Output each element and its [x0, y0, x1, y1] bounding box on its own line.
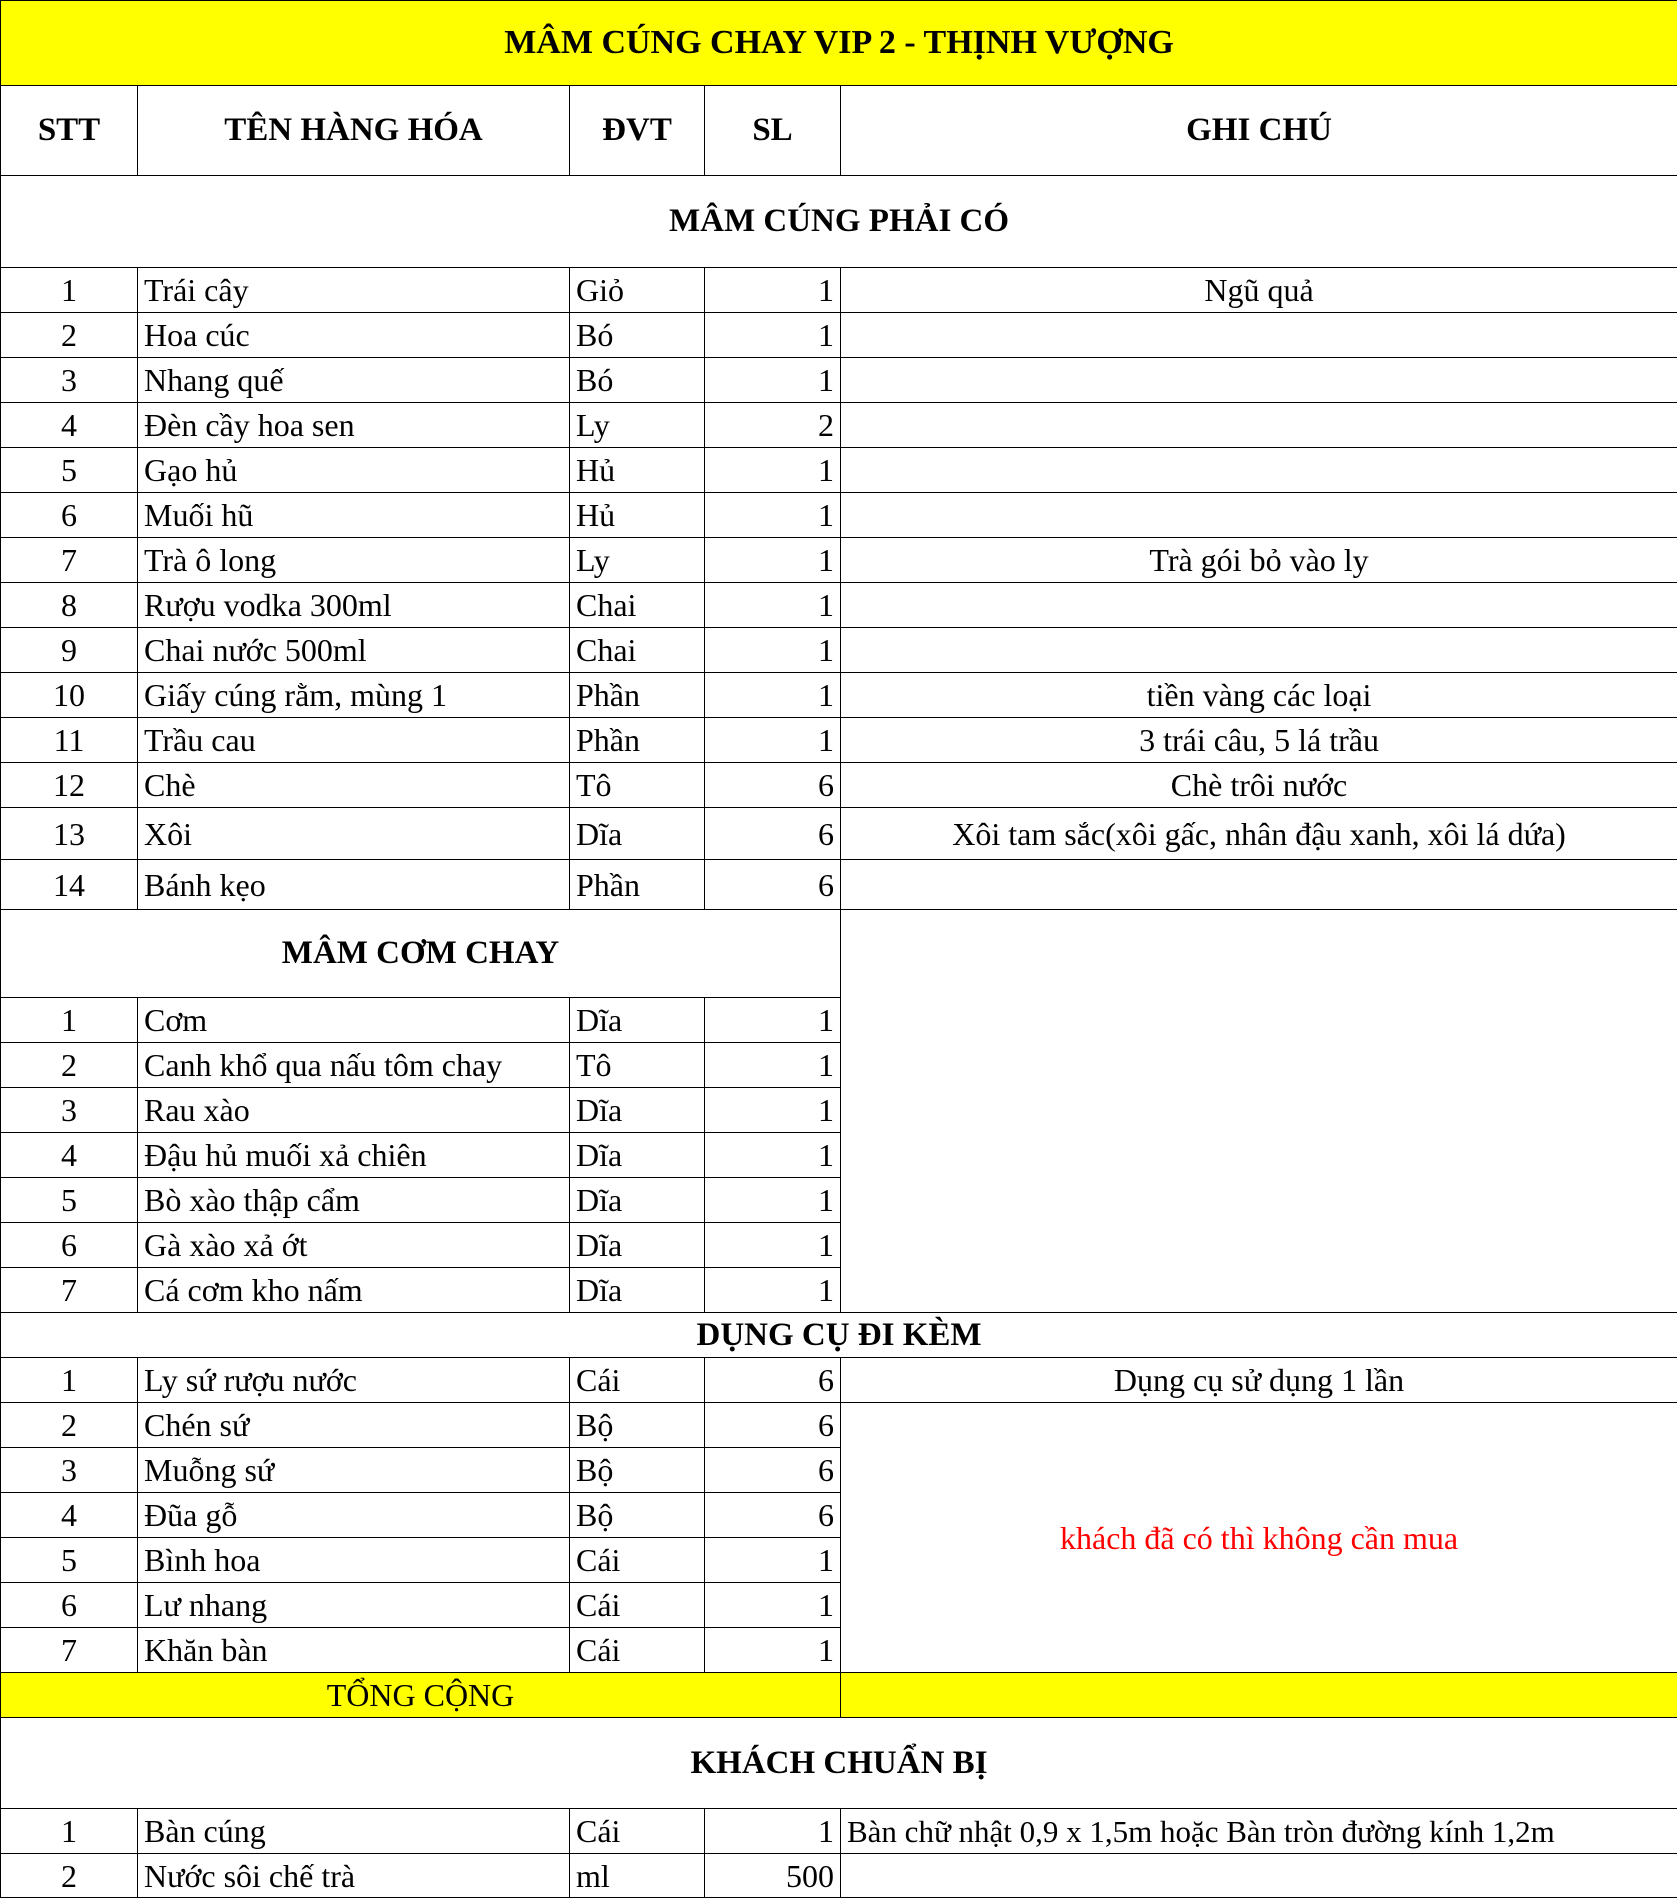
table-row [1, 1854, 1677, 1898]
row-unit: ml [570, 1854, 705, 1898]
total-row [1, 1673, 1677, 1718]
vegetarian-meal-note-area [841, 910, 1677, 1313]
row-qty: 1 [705, 538, 841, 583]
row-note [841, 448, 1677, 493]
row-qty: 2 [705, 403, 841, 448]
row-name: Bò xào thập cẩm [138, 1178, 570, 1223]
table-row [1, 448, 1677, 493]
table-row [1, 268, 1677, 313]
table-row [1, 763, 1677, 808]
table-row [1, 628, 1677, 673]
row-note: 3 trái câu, 5 lá trầu [841, 718, 1677, 763]
row-qty: 1 [705, 268, 841, 313]
row-qty: 1 [705, 718, 841, 763]
row-unit: Cái [570, 1628, 705, 1673]
row-unit: Ly [570, 538, 705, 583]
row-name: Xôi [138, 808, 570, 860]
row-unit: Giỏ [570, 268, 705, 313]
row-stt: 1 [1, 1358, 138, 1403]
row-name: Khăn bàn [138, 1628, 570, 1673]
table-row [1, 538, 1677, 583]
table-row [1, 1403, 1677, 1448]
row-qty: 1 [705, 1223, 841, 1268]
row-qty: 1 [705, 628, 841, 673]
row-name: Chè [138, 763, 570, 808]
row-unit: Bộ [570, 1448, 705, 1493]
row-unit: Bó [570, 358, 705, 403]
row-unit: Phần [570, 673, 705, 718]
row-stt: 13 [1, 808, 138, 860]
row-stt: 14 [1, 860, 138, 910]
section-title-tools: DỤNG CỤ ĐI KÈM [1, 1313, 1677, 1358]
row-note [841, 358, 1677, 403]
row-qty: 1 [705, 1178, 841, 1223]
row-stt: 2 [1, 1043, 138, 1088]
row-name: Gà xào xả ớt [138, 1223, 570, 1268]
table-row [1, 860, 1677, 910]
row-unit: Dĩa [570, 808, 705, 860]
row-note [841, 1854, 1677, 1898]
row-unit: Dĩa [570, 1133, 705, 1178]
row-stt: 3 [1, 1088, 138, 1133]
row-qty: 1 [705, 1133, 841, 1178]
row-stt: 7 [1, 538, 138, 583]
row-unit: Dĩa [570, 1178, 705, 1223]
row-qty: 6 [705, 763, 841, 808]
row-stt: 4 [1, 403, 138, 448]
row-stt: 1 [1, 1809, 138, 1854]
row-qty: 6 [705, 860, 841, 910]
row-stt: 1 [1, 998, 138, 1043]
row-note [841, 313, 1677, 358]
row-name: Nhang quế [138, 358, 570, 403]
row-unit: Tô [570, 763, 705, 808]
row-name: Muối hũ [138, 493, 570, 538]
row-qty: 6 [705, 1448, 841, 1493]
row-stt: 4 [1, 1133, 138, 1178]
row-qty: 1 [705, 673, 841, 718]
row-stt: 5 [1, 1538, 138, 1583]
table-row [1, 808, 1677, 860]
row-stt: 4 [1, 1493, 138, 1538]
row-qty: 1 [705, 448, 841, 493]
row-name: Gạo hủ [138, 448, 570, 493]
row-name: Lư nhang [138, 1583, 570, 1628]
row-unit: Cái [570, 1358, 705, 1403]
row-stt: 3 [1, 358, 138, 403]
row-stt: 2 [1, 1854, 138, 1898]
table-row [1, 403, 1677, 448]
total-label: TỔNG CỘNG [1, 1673, 841, 1718]
row-qty: 6 [705, 1358, 841, 1403]
row-name: Rau xào [138, 1088, 570, 1133]
row-note [841, 403, 1677, 448]
row-unit: Dĩa [570, 1223, 705, 1268]
row-unit: Dĩa [570, 1088, 705, 1133]
page-title: MÂM CÚNG CHAY VIP 2 - THỊNH VƯỢNG [1, 1, 1677, 86]
header-item-name: TÊN HÀNG HÓA [138, 86, 570, 176]
row-name: Đậu hủ muối xả chiên [138, 1133, 570, 1178]
row-note [841, 493, 1677, 538]
row-unit: Cái [570, 1538, 705, 1583]
row-name: Chai nước 500ml [138, 628, 570, 673]
table-row [1, 358, 1677, 403]
row-unit: Bộ [570, 1493, 705, 1538]
row-unit: Cái [570, 1809, 705, 1854]
row-unit: Chai [570, 583, 705, 628]
row-stt: 9 [1, 628, 138, 673]
header-row [1, 86, 1677, 176]
row-unit: Phần [570, 860, 705, 910]
row-stt: 7 [1, 1628, 138, 1673]
row-name: Bánh kẹo [138, 860, 570, 910]
row-qty: 1 [705, 1809, 841, 1854]
row-unit: Bộ [570, 1403, 705, 1448]
row-unit: Chai [570, 628, 705, 673]
tools-merged-note: khách đã có thì không cần mua [841, 1403, 1677, 1673]
row-stt: 6 [1, 1583, 138, 1628]
table-row [1, 673, 1677, 718]
row-unit: Hủ [570, 448, 705, 493]
row-qty: 1 [705, 1538, 841, 1583]
row-name: Rượu vodka 300ml [138, 583, 570, 628]
row-name: Giấy cúng rằm, mùng 1 [138, 673, 570, 718]
row-note: tiền vàng các loại [841, 673, 1677, 718]
section-title-vegetarian-meal: MÂM CƠM CHAY [1, 910, 841, 998]
row-name: Cơm [138, 998, 570, 1043]
header-quantity: SL [705, 86, 841, 176]
row-stt: 7 [1, 1268, 138, 1313]
row-name: Bàn cúng [138, 1809, 570, 1854]
row-stt: 5 [1, 1178, 138, 1223]
row-note: Bàn chữ nhật 0,9 x 1,5m hoặc Bàn tròn đường kính 1,2m [841, 1809, 1677, 1854]
total-value [841, 1673, 1677, 1718]
row-unit: Tô [570, 1043, 705, 1088]
row-name: Muỗng sứ [138, 1448, 570, 1493]
row-note: Xôi tam sắc(xôi gấc, nhân đậu xanh, xôi lá dứa) [841, 808, 1677, 860]
row-name: Đèn cầy hoa sen [138, 403, 570, 448]
row-name: Chén sứ [138, 1403, 570, 1448]
section-title-mandatory: MÂM CÚNG PHẢI CÓ [1, 176, 1677, 268]
row-unit: Dĩa [570, 998, 705, 1043]
row-qty: 6 [705, 1403, 841, 1448]
row-unit: Hủ [570, 493, 705, 538]
row-note: Trà gói bỏ vào ly [841, 538, 1677, 583]
row-note [841, 860, 1677, 910]
row-note: Chè trôi nước [841, 763, 1677, 808]
row-qty: 1 [705, 583, 841, 628]
row-qty: 1 [705, 1628, 841, 1673]
row-qty: 1 [705, 998, 841, 1043]
table-row [1, 1809, 1677, 1854]
row-note [841, 628, 1677, 673]
row-name: Đũa gỗ [138, 1493, 570, 1538]
row-qty: 6 [705, 808, 841, 860]
row-stt: 2 [1, 313, 138, 358]
row-stt: 2 [1, 1403, 138, 1448]
table-row [1, 718, 1677, 763]
row-stt: 8 [1, 583, 138, 628]
row-qty: 1 [705, 313, 841, 358]
row-name: Cá cơm kho nấm [138, 1268, 570, 1313]
row-stt: 6 [1, 493, 138, 538]
section-row-tools [1, 1313, 1677, 1358]
row-note: Ngũ quả [841, 268, 1677, 313]
row-stt: 10 [1, 673, 138, 718]
row-name: Ly sứ rượu nước [138, 1358, 570, 1403]
row-qty: 1 [705, 358, 841, 403]
section-row-customer-prepares [1, 1718, 1677, 1809]
row-name: Trà ô long [138, 538, 570, 583]
section-row-vegetarian-meal [1, 910, 1677, 998]
row-qty: 6 [705, 1493, 841, 1538]
row-stt: 5 [1, 448, 138, 493]
row-name: Trái cây [138, 268, 570, 313]
table-row [1, 313, 1677, 358]
row-unit: Bó [570, 313, 705, 358]
row-unit: Phần [570, 718, 705, 763]
row-stt: 12 [1, 763, 138, 808]
row-name: Canh khổ qua nấu tôm chay [138, 1043, 570, 1088]
table-row [1, 1358, 1677, 1403]
header-unit: ĐVT [570, 86, 705, 176]
section-title-customer-prepares: KHÁCH CHUẨN BỊ [1, 1718, 1677, 1809]
row-stt: 3 [1, 1448, 138, 1493]
row-qty: 1 [705, 493, 841, 538]
row-qty: 1 [705, 1583, 841, 1628]
row-name: Nước sôi chế trà [138, 1854, 570, 1898]
row-name: Hoa cúc [138, 313, 570, 358]
row-unit: Cái [570, 1583, 705, 1628]
row-qty: 1 [705, 1088, 841, 1133]
row-stt: 1 [1, 268, 138, 313]
row-qty: 500 [705, 1854, 841, 1898]
row-unit: Ly [570, 403, 705, 448]
table-row [1, 583, 1677, 628]
header-note: GHI CHÚ [841, 86, 1677, 176]
row-stt: 11 [1, 718, 138, 763]
row-stt: 6 [1, 1223, 138, 1268]
row-qty: 1 [705, 1268, 841, 1313]
row-name: Bình hoa [138, 1538, 570, 1583]
row-name: Trầu cau [138, 718, 570, 763]
row-qty: 1 [705, 1043, 841, 1088]
row-note: Dụng cụ sử dụng 1 lần [841, 1358, 1677, 1403]
section-row-mandatory [1, 176, 1677, 268]
row-unit: Dĩa [570, 1268, 705, 1313]
header-stt: STT [1, 86, 138, 176]
table-row [1, 493, 1677, 538]
row-note [841, 583, 1677, 628]
title-row [1, 1, 1677, 86]
